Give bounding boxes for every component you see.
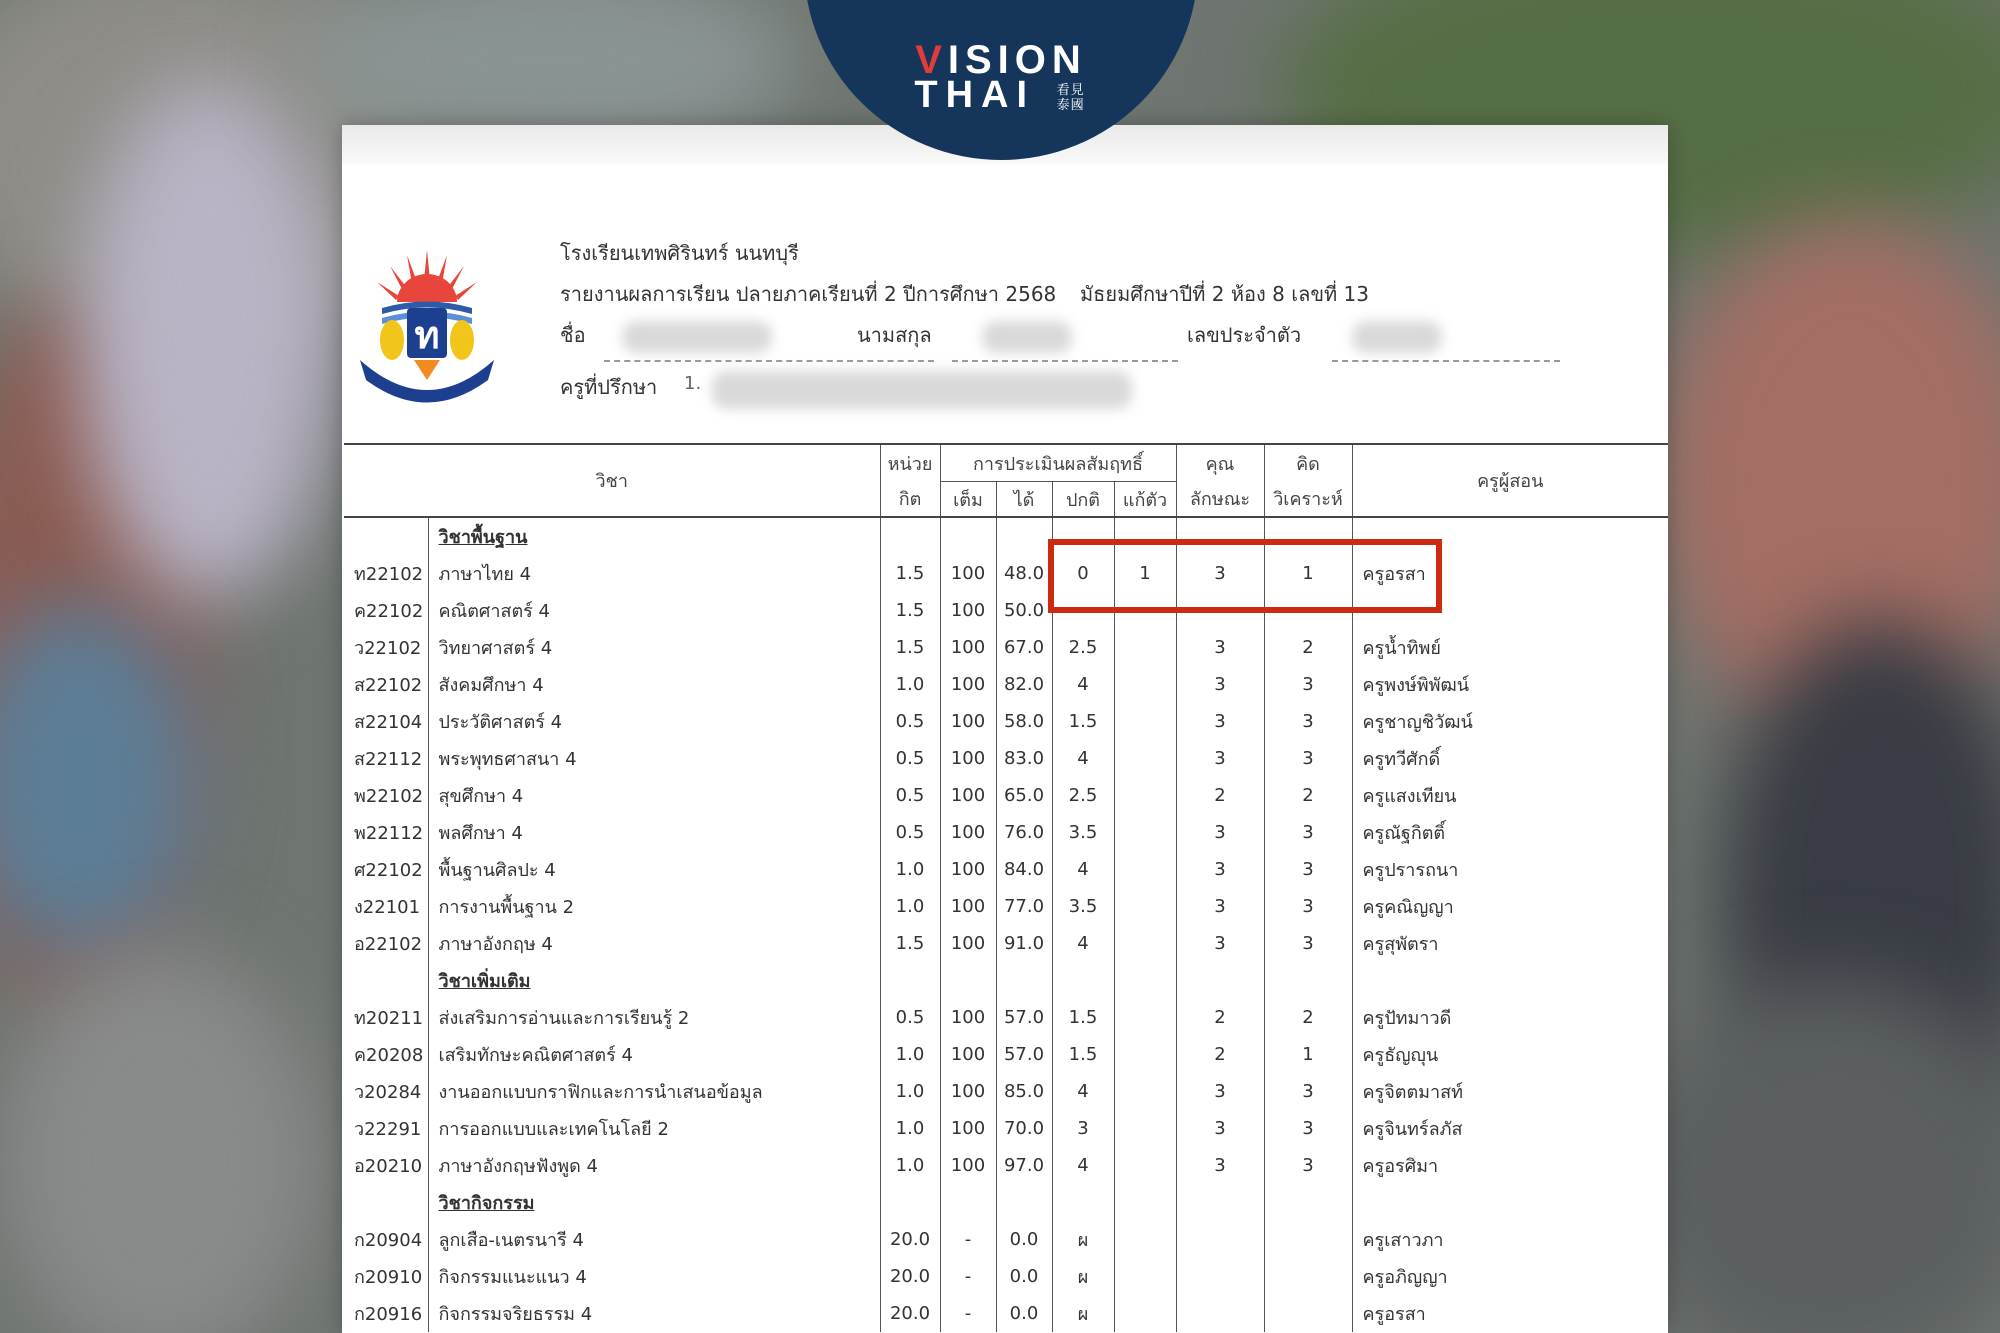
header-assessment: การประเมินผลสัมฤทธิ์ xyxy=(940,444,1176,482)
cell-credit: 1.0 xyxy=(880,1147,940,1184)
cell-subject: งานออกแบบกราฟิกและการนำเสนอข้อมูล xyxy=(428,1073,880,1110)
cell-credit: 1.0 xyxy=(880,666,940,703)
advisor-label: ครูที่ปรึกษา xyxy=(560,375,658,399)
cell-thinking: 3 xyxy=(1264,703,1352,740)
cell-full: 100 xyxy=(940,555,996,592)
section-spacer xyxy=(344,1184,428,1221)
cell-credit: 20.0 xyxy=(880,1295,940,1332)
cell-character: 3 xyxy=(1176,1073,1264,1110)
cell-remedial xyxy=(1114,629,1176,666)
cell-full: 100 xyxy=(940,1073,996,1110)
table-row xyxy=(344,777,1668,814)
cell-subject: เสริมทักษะคณิตศาสตร์ 4 xyxy=(428,1036,880,1073)
cell-subject: ส่งเสริมการอ่านและการเรียนรู้ 2 xyxy=(428,999,880,1036)
cell-subject: วิทยาศาสตร์ 4 xyxy=(428,629,880,666)
advisor-redacted xyxy=(712,371,1132,409)
cell-score: 57.0 xyxy=(996,1036,1052,1073)
cell-code: ส22112 xyxy=(354,749,423,770)
cell-credit: 1.5 xyxy=(880,592,940,629)
cell-subject: ภาษาอังกฤษ 4 xyxy=(428,925,880,962)
cell-thinking: 1 xyxy=(1264,555,1352,592)
cell-subject: ภาษาไทย 4 xyxy=(428,555,880,592)
cell-score: 77.0 xyxy=(996,888,1052,925)
cell-teacher: ครูพงษ์พิพัฒน์ xyxy=(1352,666,1668,703)
cell-score: 97.0 xyxy=(996,1147,1052,1184)
cell-full: - xyxy=(940,1295,996,1332)
cell-subject: พลศึกษา 4 xyxy=(428,814,880,851)
cell-thinking: 2 xyxy=(1264,777,1352,814)
table-row xyxy=(344,814,1668,851)
cell-teacher: ครูน้ำทิพย์ xyxy=(1352,629,1668,666)
section-blank-cell xyxy=(1352,962,1668,999)
cell-score: 67.0 xyxy=(996,629,1052,666)
cell-full: 100 xyxy=(940,703,996,740)
cell-credit: 1.0 xyxy=(880,851,940,888)
cell-thinking xyxy=(1264,1295,1352,1332)
header-character-2: ลักษณะ xyxy=(1176,482,1264,518)
cell-remedial xyxy=(1114,814,1176,851)
header-character-1: คุณ xyxy=(1176,444,1264,482)
cell-normal: 3.5 xyxy=(1052,888,1114,925)
table-row xyxy=(344,1147,1668,1184)
cell-character xyxy=(1176,1258,1264,1295)
cell-thinking: 2 xyxy=(1264,629,1352,666)
section-blank-cell xyxy=(1052,1184,1114,1221)
cell-normal: 2.5 xyxy=(1052,777,1114,814)
table-row xyxy=(344,999,1668,1036)
cell-character: 3 xyxy=(1176,888,1264,925)
table-row xyxy=(344,555,1668,592)
cell-full: 100 xyxy=(940,1110,996,1147)
section-blank-cell xyxy=(1264,962,1352,999)
cell-character: 3 xyxy=(1176,925,1264,962)
table-row xyxy=(344,925,1668,962)
section-blank-cell xyxy=(940,1184,996,1221)
header-got: ได้ xyxy=(996,482,1052,518)
header-normal: ปกติ xyxy=(1052,482,1114,518)
section-title: วิชาเพิ่มเติม xyxy=(428,962,880,999)
cell-subject: ประวัติศาสตร์ 4 xyxy=(428,703,880,740)
cell-thinking: 3 xyxy=(1264,666,1352,703)
section-blank-cell xyxy=(1176,962,1264,999)
cell-credit: 20.0 xyxy=(880,1258,940,1295)
cell-score: 83.0 xyxy=(996,740,1052,777)
cell-code: อ20210 xyxy=(354,1156,423,1177)
table-row xyxy=(344,740,1668,777)
cell-score: 70.0 xyxy=(996,1110,1052,1147)
table-row xyxy=(344,1221,1668,1258)
section-blank-cell xyxy=(1052,962,1114,999)
table-row xyxy=(344,703,1668,740)
section-blank-cell xyxy=(880,517,940,555)
cell-normal: 4 xyxy=(1052,1147,1114,1184)
cell-character: 3 xyxy=(1176,851,1264,888)
cell-remedial xyxy=(1114,1147,1176,1184)
cell-thinking: 3 xyxy=(1264,851,1352,888)
highlight-box xyxy=(1048,539,1442,613)
cell-remedial xyxy=(1114,1073,1176,1110)
cell-full: 100 xyxy=(940,888,996,925)
cell-credit: 1.0 xyxy=(880,888,940,925)
cell-thinking: 2 xyxy=(1264,999,1352,1036)
cell-teacher: ครูจิตตมาสท์ xyxy=(1352,1073,1668,1110)
cell-full: 100 xyxy=(940,1147,996,1184)
cell-remedial xyxy=(1114,1036,1176,1073)
cell-teacher: ครูปัทมาวดี xyxy=(1352,999,1668,1036)
cell-subject: พื้นฐานศิลปะ 4 xyxy=(428,851,880,888)
cell-teacher: ครูจินทร์ลภัส xyxy=(1352,1110,1668,1147)
cell-credit: 1.0 xyxy=(880,1036,940,1073)
cell-full: 100 xyxy=(940,777,996,814)
section-blank-cell xyxy=(940,962,996,999)
cell-score: 0.0 xyxy=(996,1295,1052,1332)
logo-line-1: VISION xyxy=(915,38,1087,82)
cell-character: 3 xyxy=(1176,1110,1264,1147)
cell-remedial xyxy=(1114,740,1176,777)
table-row xyxy=(344,1295,1668,1332)
header-remedial: แก้ตัว xyxy=(1114,482,1176,518)
cell-full: - xyxy=(940,1258,996,1295)
section-blank-cell xyxy=(996,517,1052,555)
cell-thinking xyxy=(1264,1258,1352,1295)
cell-credit: 1.0 xyxy=(880,1073,940,1110)
cell-code: อ22102 xyxy=(354,934,423,955)
cell-score: 57.0 xyxy=(996,999,1052,1036)
cell-credit: 0.5 xyxy=(880,999,940,1036)
cell-normal: 3.5 xyxy=(1052,814,1114,851)
cell-score: 0.0 xyxy=(996,1221,1052,1258)
table-row xyxy=(344,1110,1668,1147)
cell-character: 3 xyxy=(1176,629,1264,666)
student-id-label: เลขประจำตัว xyxy=(1187,323,1302,347)
cell-teacher: ครูณัฐกิตติ์ xyxy=(1352,814,1668,851)
cell-full: 100 xyxy=(940,1036,996,1073)
cell-normal: 4 xyxy=(1052,1073,1114,1110)
cell-teacher: ครูธัญญุน xyxy=(1352,1036,1668,1073)
section-blank-cell xyxy=(880,1184,940,1221)
cell-thinking: 3 xyxy=(1264,814,1352,851)
surname-redacted xyxy=(982,321,1072,353)
cell-code: ว20284 xyxy=(354,1082,422,1103)
cell-thinking: 3 xyxy=(1264,888,1352,925)
cell-score: 84.0 xyxy=(996,851,1052,888)
section-blank-cell xyxy=(1352,1184,1668,1221)
cell-code: ส22102 xyxy=(354,675,423,696)
cell-normal: 0 xyxy=(1052,555,1114,592)
cell-normal: 3 xyxy=(1052,1110,1114,1147)
report-title: รายงานผลการเรียน ปลายภาคเรียนที่ 2 ปีการศึกษา 2568 xyxy=(560,282,1057,306)
section-blank-cell xyxy=(996,962,1052,999)
cell-remedial xyxy=(1114,851,1176,888)
surname-label: นามสกุล xyxy=(857,323,932,347)
cell-code: ค22102 xyxy=(354,601,424,622)
cell-teacher: ครูปรารถนา xyxy=(1352,851,1668,888)
header-teacher: ครูผู้สอน xyxy=(1352,444,1668,517)
header-thinking-2: วิเคราะห์ xyxy=(1264,482,1352,518)
cell-full: 100 xyxy=(940,666,996,703)
header-subject: วิชา xyxy=(344,444,880,517)
cell-credit: 0.5 xyxy=(880,703,940,740)
cell-thinking: 3 xyxy=(1264,1110,1352,1147)
table-row xyxy=(344,1073,1668,1110)
cell-remedial xyxy=(1114,1221,1176,1258)
section-title: วิชาพื้นฐาน xyxy=(428,517,880,555)
cell-subject: กิจกรรมจริยธรรม 4 xyxy=(428,1295,880,1332)
section-blank-cell xyxy=(1114,1184,1176,1221)
table-row xyxy=(344,629,1668,666)
cell-code: พ22102 xyxy=(354,786,424,807)
cell-remedial xyxy=(1114,1110,1176,1147)
cell-normal: 1.5 xyxy=(1052,1036,1114,1073)
table-row xyxy=(344,1036,1668,1073)
cell-teacher: ครูอรสา xyxy=(1352,555,1668,592)
cell-code: ท20211 xyxy=(354,1008,424,1029)
cell-thinking xyxy=(1264,1221,1352,1258)
cell-code: พ22112 xyxy=(354,823,424,844)
section-blank-cell xyxy=(1264,1184,1352,1221)
cell-teacher: ครูอภิญญา xyxy=(1352,1258,1668,1295)
cell-full: 100 xyxy=(940,592,996,629)
cell-character: 3 xyxy=(1176,740,1264,777)
cell-full: 100 xyxy=(940,814,996,851)
cell-remedial xyxy=(1114,999,1176,1036)
cell-subject: การออกแบบและเทคโนโลยี 2 xyxy=(428,1110,880,1147)
cell-subject: ลูกเสือ-เนตรนารี 4 xyxy=(428,1221,880,1258)
header-credit-2: กิต xyxy=(880,482,940,518)
cell-teacher: ครูอรศิมา xyxy=(1352,1147,1668,1184)
cell-normal: 4 xyxy=(1052,925,1114,962)
cell-credit: 1.5 xyxy=(880,629,940,666)
cell-normal: 2.5 xyxy=(1052,629,1114,666)
cell-credit: 0.5 xyxy=(880,777,940,814)
cell-subject: การงานพื้นฐาน 2 xyxy=(428,888,880,925)
cell-normal: 4 xyxy=(1052,851,1114,888)
cell-subject: กิจกรรมแนะแนว 4 xyxy=(428,1258,880,1295)
advisor-prefix: 1. xyxy=(684,373,702,394)
cell-thinking: 1 xyxy=(1264,1036,1352,1073)
cell-subject: คณิตศาสตร์ 4 xyxy=(428,592,880,629)
section-blank-cell xyxy=(1114,962,1176,999)
cell-subject: ภาษาอังกฤษฟังพูด 4 xyxy=(428,1147,880,1184)
cell-subject: สุขศึกษา 4 xyxy=(428,777,880,814)
cell-code: ก20904 xyxy=(354,1230,423,1251)
header-full: เต็ม xyxy=(940,482,996,518)
cell-thinking: 3 xyxy=(1264,1147,1352,1184)
cell-score: 58.0 xyxy=(996,703,1052,740)
cell-full: - xyxy=(940,1221,996,1258)
cell-character: 3 xyxy=(1176,1147,1264,1184)
cell-full: 100 xyxy=(940,925,996,962)
cell-teacher: ครูแสงเทียน xyxy=(1352,777,1668,814)
cell-code: ง22101 xyxy=(354,897,421,918)
cell-score: 82.0 xyxy=(996,666,1052,703)
table-row xyxy=(344,851,1668,888)
cell-character: 2 xyxy=(1176,999,1264,1036)
cell-character xyxy=(1176,1221,1264,1258)
cell-thinking: 3 xyxy=(1264,740,1352,777)
cell-code: ศ22102 xyxy=(354,860,423,881)
cell-credit: 1.5 xyxy=(880,925,940,962)
cell-credit: 1.0 xyxy=(880,1110,940,1147)
cell-remedial xyxy=(1114,925,1176,962)
svg-text:ท: ท xyxy=(414,312,440,357)
section-blank-cell xyxy=(880,962,940,999)
header-thinking-1: คิด xyxy=(1264,444,1352,482)
cell-teacher: ครูชาญชิวัฒน์ xyxy=(1352,703,1668,740)
cell-full: 100 xyxy=(940,740,996,777)
grades-body xyxy=(344,517,1668,1332)
section-blank-cell xyxy=(996,1184,1052,1221)
cell-teacher: ครูสุพัตรา xyxy=(1352,925,1668,962)
cell-remedial: 1 xyxy=(1114,555,1176,592)
grades-table xyxy=(344,443,1668,1332)
name-redacted xyxy=(622,321,772,353)
section-header xyxy=(344,1184,1668,1221)
cell-full: 100 xyxy=(940,851,996,888)
cell-code: ท22102 xyxy=(354,564,424,585)
cell-character: 3 xyxy=(1176,703,1264,740)
section-header xyxy=(344,517,1668,555)
logo-cjk: 看見泰國 xyxy=(1056,81,1085,112)
section-spacer xyxy=(344,517,428,555)
cell-full: 100 xyxy=(940,999,996,1036)
cell-character: 2 xyxy=(1176,777,1264,814)
cell-normal: 1.5 xyxy=(1052,999,1114,1036)
cell-normal: ผ xyxy=(1052,1295,1114,1332)
cell-score: 50.0 xyxy=(996,592,1052,629)
cell-code: ก20910 xyxy=(354,1267,423,1288)
section-spacer xyxy=(344,962,428,999)
logo-line-2 xyxy=(804,74,1198,117)
cell-character xyxy=(1176,1295,1264,1332)
section-blank-cell xyxy=(940,517,996,555)
section-header xyxy=(344,962,1668,999)
cell-normal: 4 xyxy=(1052,740,1114,777)
cell-credit: 0.5 xyxy=(880,740,940,777)
cell-teacher: ครูเสาวภา xyxy=(1352,1221,1668,1258)
student-id-redacted xyxy=(1352,321,1442,353)
surname-line xyxy=(952,360,1178,362)
cell-code: ส22104 xyxy=(354,712,423,733)
cell-remedial xyxy=(1114,1258,1176,1295)
student-id-line xyxy=(1332,360,1560,362)
grade-info: มัธยมศึกษาปีที่ 2 ห้อง 8 เลขที่ 13 xyxy=(1080,282,1369,306)
cell-remedial xyxy=(1114,703,1176,740)
cell-remedial xyxy=(1114,777,1176,814)
cell-code: ว22102 xyxy=(354,638,422,659)
cell-credit: 20.0 xyxy=(880,1221,940,1258)
cell-full: 100 xyxy=(940,629,996,666)
cell-code: ว22291 xyxy=(354,1119,422,1140)
cell-normal: 1.5 xyxy=(1052,703,1114,740)
name-label: ชื่อ xyxy=(560,323,586,347)
name-line xyxy=(604,360,934,362)
cell-credit: 0.5 xyxy=(880,814,940,851)
cell-teacher: ครูทวีศักดิ์ xyxy=(1352,740,1668,777)
table-row xyxy=(344,888,1668,925)
cell-code: ก20916 xyxy=(354,1304,423,1325)
section-title: วิชากิจกรรม xyxy=(428,1184,880,1221)
cell-remedial xyxy=(1114,888,1176,925)
cell-teacher: ครูคณิญญา xyxy=(1352,888,1668,925)
cell-thinking: 3 xyxy=(1264,925,1352,962)
table-row xyxy=(344,592,1668,629)
cell-subject: พระพุทธศาสนา 4 xyxy=(428,740,880,777)
cell-score: 85.0 xyxy=(996,1073,1052,1110)
cell-remedial xyxy=(1114,1295,1176,1332)
cell-normal: ผ xyxy=(1052,1221,1114,1258)
table-row xyxy=(344,1258,1668,1295)
cell-score: 91.0 xyxy=(996,925,1052,962)
cell-score: 76.0 xyxy=(996,814,1052,851)
school-emblem-icon xyxy=(352,230,502,415)
cell-score: 48.0 xyxy=(996,555,1052,592)
cell-character: 3 xyxy=(1176,555,1264,592)
header-credit-1: หน่วย xyxy=(880,444,940,482)
cell-credit: 1.5 xyxy=(880,555,940,592)
cell-normal: ผ xyxy=(1052,1258,1114,1295)
cell-character: 3 xyxy=(1176,814,1264,851)
cell-teacher: ครูอรสา xyxy=(1352,1295,1668,1332)
cell-thinking: 3 xyxy=(1264,1073,1352,1110)
cell-score: 0.0 xyxy=(996,1258,1052,1295)
cell-code: ค20208 xyxy=(354,1045,424,1066)
school-name: โรงเรียนเทพศิรินทร์ นนทบุรี xyxy=(560,241,799,265)
cell-character: 3 xyxy=(1176,666,1264,703)
cell-score: 65.0 xyxy=(996,777,1052,814)
table-row xyxy=(344,666,1668,703)
section-blank-cell xyxy=(1176,1184,1264,1221)
report-card xyxy=(342,125,1668,1333)
cell-remedial xyxy=(1114,666,1176,703)
cell-normal: 4 xyxy=(1052,666,1114,703)
logo-line-2-text: THAI xyxy=(914,74,1036,116)
cell-subject: สังคมศึกษา 4 xyxy=(428,666,880,703)
cell-character: 2 xyxy=(1176,1036,1264,1073)
